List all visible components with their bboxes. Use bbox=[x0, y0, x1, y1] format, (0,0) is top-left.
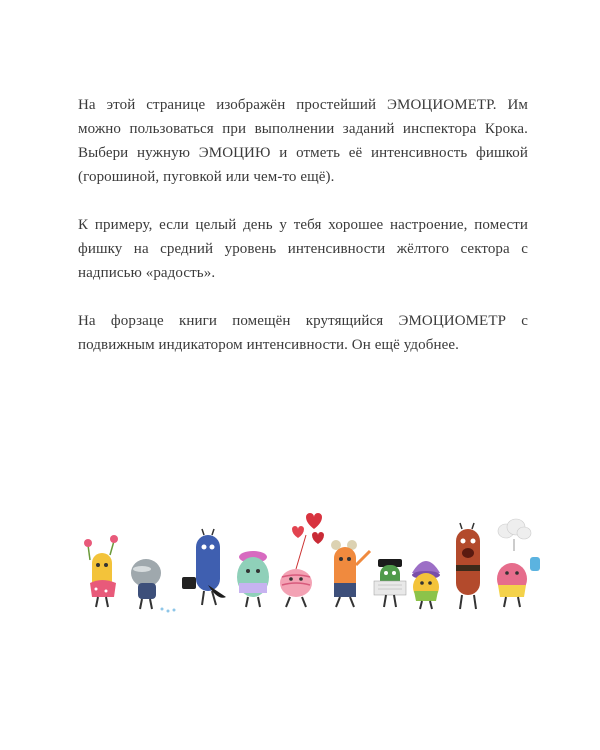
text-block bbox=[78, 93, 528, 357]
character-blue-bag bbox=[182, 529, 226, 605]
character-brown-shout bbox=[456, 523, 480, 609]
characters-illustration bbox=[78, 505, 548, 620]
character-pink-hearts bbox=[280, 513, 324, 607]
character-pink-cloud bbox=[497, 519, 540, 607]
character-orange-dance bbox=[331, 540, 370, 607]
character-mint-hat bbox=[237, 551, 269, 607]
character-yellow-flower bbox=[84, 535, 118, 607]
characters-svg bbox=[78, 505, 548, 620]
character-purple-hat bbox=[412, 561, 440, 609]
paragraph-example: К примеру, если целый день у тебя хорошее настроение, помести фишку на средний уровень интенсивности жёлтого сектора с надписью «радость». bbox=[78, 217, 528, 281]
character-grey-sad bbox=[131, 559, 176, 613]
paragraph-emotiometer-intro: На этой странице изображён простейший ЭМОЦИОМЕТР. Им можно пользоваться при выполнении заданий инспектора Крока. Выбери нужную ЭМОЦИЮ и отметь её интенсивность фишкой (горошиной, пуговкой или чем-то ещё). bbox=[78, 97, 528, 185]
paragraph-endpaper: На форзаце книги помещён крутящийся ЭМОЦИОМЕТР с подвижным индикатором интенсивности. Он ещё удобнее. bbox=[78, 313, 528, 353]
character-green-reader bbox=[374, 559, 406, 607]
